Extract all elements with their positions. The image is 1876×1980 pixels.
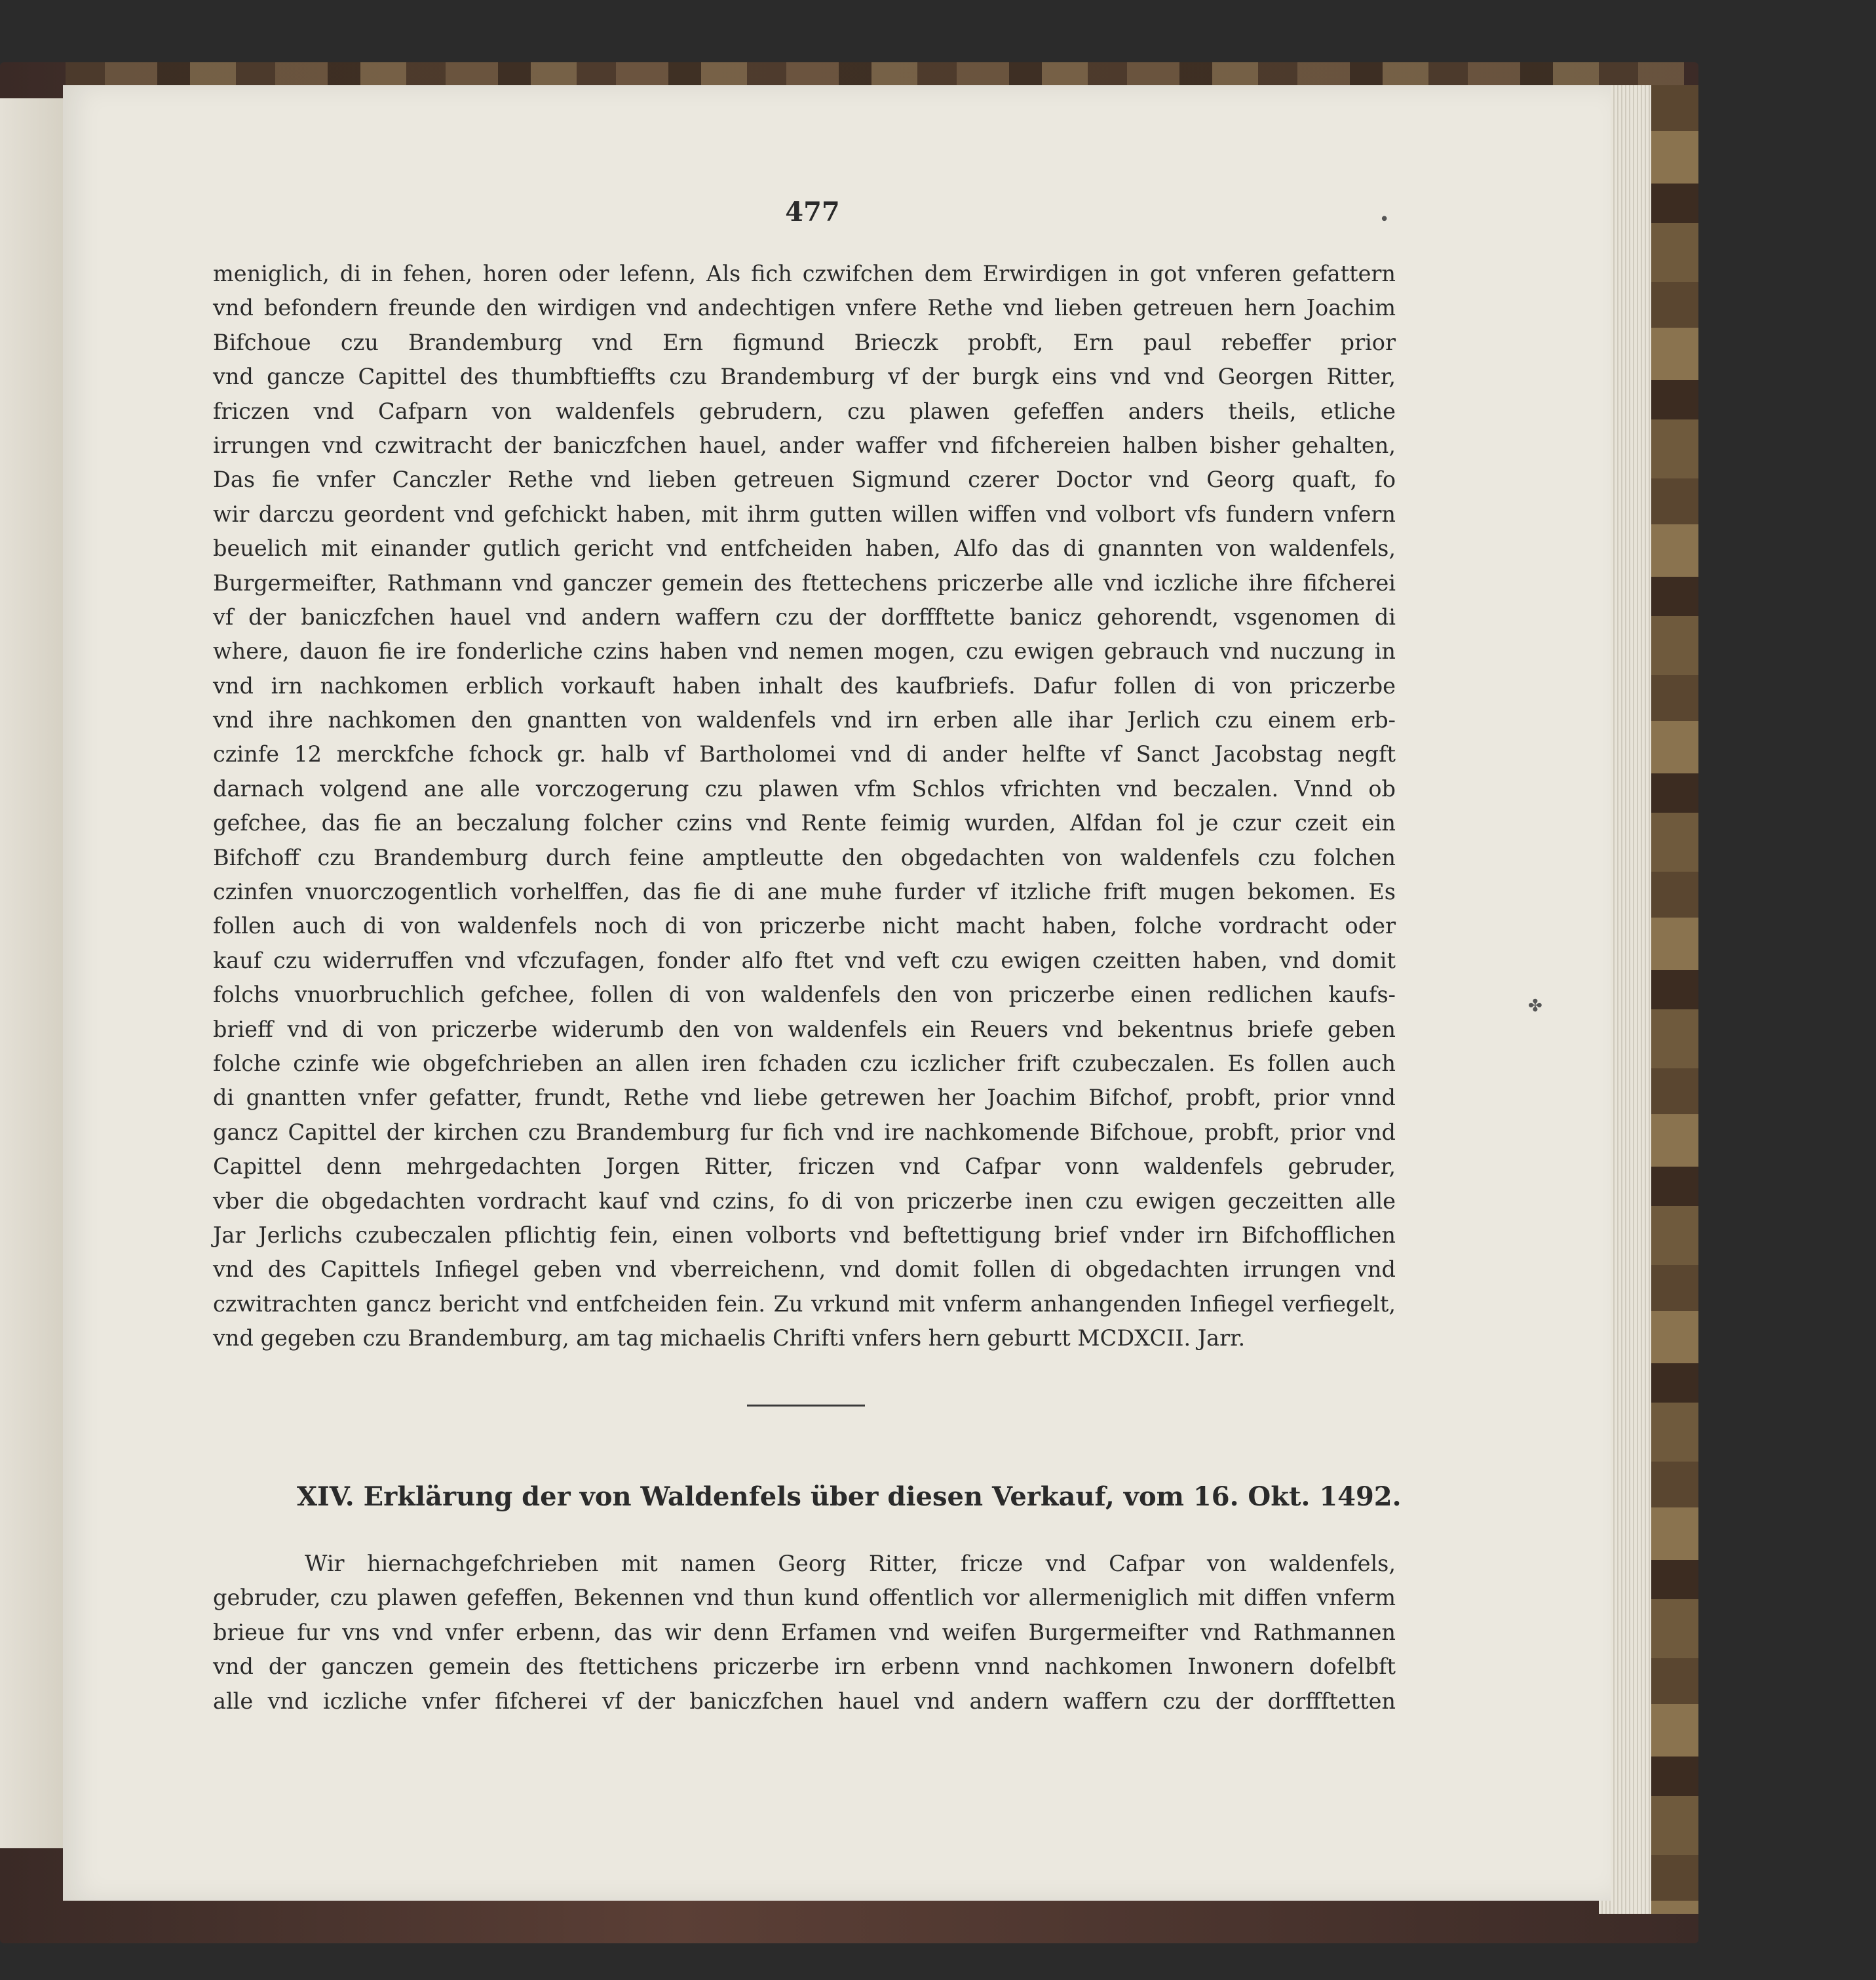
- text-line: follen auch di von waldenfels noch di von priczerbe nicht macht haben, folche vordracht oder: [213, 913, 1396, 939]
- text-line: brieff vnd di von priczerbe widerumb den von waldenfels ein Reuers vnd bekentnus briefe geben: [213, 1016, 1396, 1042]
- text-line: czwitrachten gancz bericht vnd entfcheiden fein. Zu vrkund mit vnferm anhangenden Infiegel verfiegelt,: [213, 1291, 1396, 1317]
- text-line: Burgermeifter, Rathmann vnd ganczer gemein des ftettechens priczerbe alle vnd iczliche ihre fifcherei: [213, 570, 1396, 596]
- text-line: kauf czu widerruffen vnd vfczufagen, fonder alfo ftet vnd veft czu ewigen czeitten haben, vnd domit: [213, 947, 1396, 973]
- page-number: 477: [785, 197, 840, 227]
- text-line: vber die obgedachten vordracht kauf vnd czins, fo di von priczerbe inen czu ewigen geczeitten alle: [213, 1188, 1396, 1214]
- text-line: Bifchoff czu Brandemburg durch feine amptleutte den obgedachten von waldenfels czu folchen: [213, 844, 1396, 870]
- main-paragraph: [213, 257, 1396, 1356]
- text-line: Jar Jerlichs czubeczalen pflichtig fein, einen volborts vnd beftettigung brief vnder irn Bifchofflichen: [213, 1222, 1396, 1248]
- text-line: vnd gegeben czu Brandemburg, am tag michaelis Chrifti vnfers hern geburtt MCDXCII. Jarr.: [213, 1325, 1246, 1351]
- second-paragraph: [213, 1547, 1396, 1718]
- text-line: Das fie vnfer Canczler Rethe vnd lieben getreuen Sigmund czerer Doctor vnd Georg quaft, fo: [213, 467, 1396, 493]
- text-line: vf der baniczfchen hauel vnd andern waffern czu der dorffftette banicz gehorendt, vsgenomen di: [213, 604, 1396, 630]
- text-line: vnd des Capittels Infiegel geben vnd vberreichenn, vnd domit follen di obgedachten irrungen vnd: [213, 1256, 1396, 1283]
- section-divider: [747, 1405, 865, 1407]
- text-line: vnd gancze Capittel des thumbftieffts czu Brandemburg vf der burgk eins vnd vnd Georgen Ritter,: [213, 364, 1396, 390]
- text-line: darnach volgend ane alle vorczogerung czu plawen vfm Schlos vfrichten vnd beczalen. Vnnd ob: [213, 775, 1396, 802]
- text-line: brieue fur vns vnd vnfer erbenn, das wir denn Erfamen vnd weifen Burgermeifter vnd Rathmannen: [213, 1619, 1396, 1645]
- text-line: Bifchoue czu Brandemburg vnd Ern figmund Brieczk probft, Ern paul rebeffer prior: [213, 329, 1396, 355]
- text-line: folche czinfe wie obgefchrieben an allen iren fchaden czu iczlicher frift czubeczalen. Es follen auch: [213, 1050, 1396, 1076]
- text-line: czinfen vnuorczogentlich vorhelffen, das fie di ane muhe furder vf itzliche frift mugen bekomen. Es: [213, 879, 1396, 905]
- text-line: vnd irn nachkomen erblich vorkauft haben inhalt des kaufbriefs. Dafur follen di von priczerbe: [213, 672, 1396, 699]
- text-line: folchs vnuorbruchlich gefchee, follen di von waldenfels den von priczerbe einen redlichen kaufs-: [213, 982, 1396, 1008]
- text-line: beuelich mit einander gutlich gericht vnd entfcheiden haben, Alfo das di gnannten von waldenfels,: [213, 535, 1396, 562]
- section-heading: XIV. Erklärung der von Waldenfels über diesen Verkauf, vom 16. Okt. 1492.: [297, 1481, 1402, 1512]
- text-line: meniglich, di in fehen, horen oder lefenn, Als fich czwifchen dem Erwirdigen in got vnferen gefattern: [213, 261, 1396, 286]
- text-line: vnd ihre nachkomen den gnantten von waldenfels vnd irn erben alle ihar Jerlich czu einem erb-: [213, 707, 1396, 733]
- text-line: friczen vnd Cafparn von waldenfels gebrudern, czu plawen gefeffen anders theils, etliche: [213, 398, 1396, 424]
- text-line: czinfe 12 merckfche fchock gr. halb vf Bartholomei vnd di ander helfte vf Sanct Jacobstag negft: [213, 741, 1396, 767]
- text-line: gefchee, das fie an beczalung folcher czins vnd Rente feimig wurden, Alfdan fol je czur czeit ein: [213, 810, 1396, 836]
- margin-mark: ✤: [1528, 996, 1542, 1016]
- text-line: di gnantten vnfer gefatter, frundt, Rethe vnd liebe getrewen her Joachim Bifchof, probft, prior vnnd: [213, 1085, 1396, 1111]
- text-line: Capittel denn mehrgedachten Jorgen Ritter, friczen vnd Cafpar vonn waldenfels gebruder,: [213, 1154, 1396, 1180]
- text-line: vnd befondern freunde den wirdigen vnd andechtigen vnfere Rethe vnd lieben getreuen hern Joachim: [213, 295, 1396, 321]
- text-line: where, dauon fie ire fonderliche czins haben vnd nemen mogen, czu ewigen gebrauch vnd nuczung in: [213, 638, 1396, 665]
- text-line: vnd der ganczen gemein des ftettichens priczerbe irn erbenn vnnd nachkomen Inwonern dofelbft: [213, 1654, 1396, 1680]
- margin-mark: •: [1379, 210, 1390, 229]
- text-line: alle vnd iczliche vnfer fifcherei vf der baniczfchen hauel vnd andern waffern czu der dorffftetten: [213, 1688, 1396, 1714]
- text-line: irrungen vnd czwitracht der baniczfchen hauel, ander waffer vnd fifchereien halben bisher gehalten,: [213, 432, 1396, 458]
- text-line: Wir hiernachgefchrieben mit namen Georg Ritter, fricze vnd Cafpar von waldenfels,: [305, 1551, 1396, 1576]
- text-line: gancz Capittel der kirchen czu Brandemburg fur fich vnd ire nachkomende Bifchoue, probft, prior vnd: [213, 1119, 1396, 1145]
- text-line: gebruder, czu plawen gefeffen, Bekennen vnd thun kund offentlich vor allermeniglich mit diffen vnferm: [213, 1585, 1396, 1611]
- left-page-edge: [0, 98, 63, 1848]
- text-line: wir darczu geordent vnd gefchickt haben, mit ihrm gutten willen wiffen vnd volbort vfs fundern vnfern: [213, 501, 1396, 527]
